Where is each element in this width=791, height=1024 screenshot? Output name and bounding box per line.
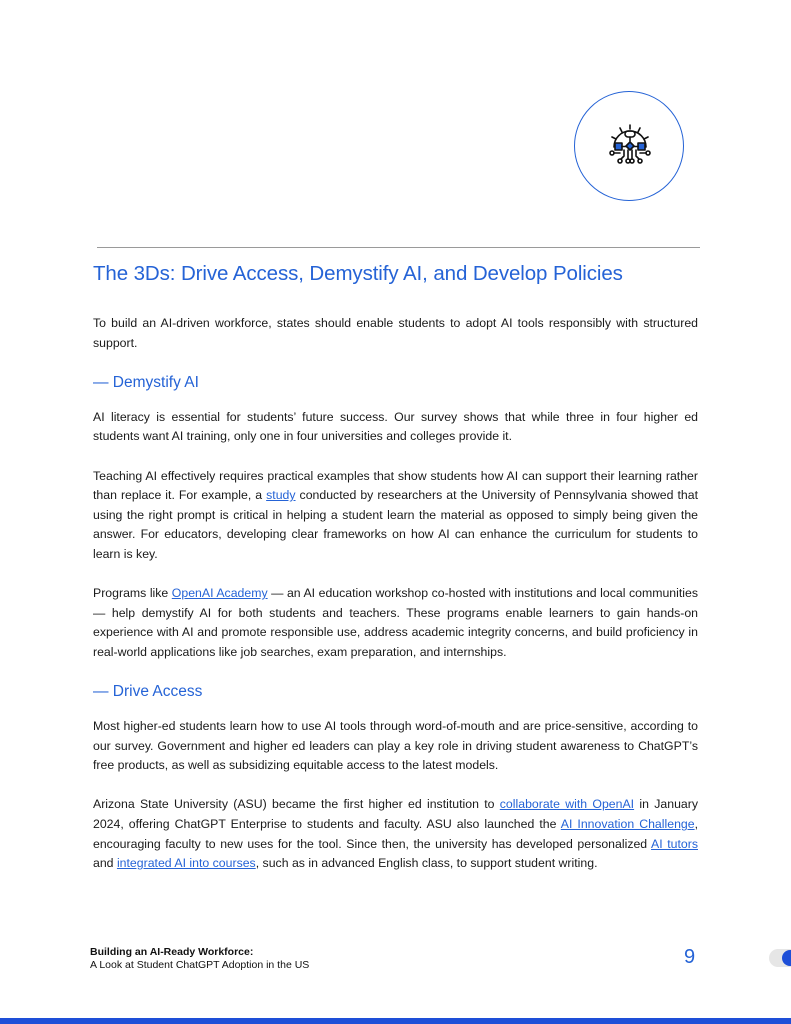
demystify-paragraph-3: Programs like OpenAI Academy — an AI education workshop co-hosted with institutions and local communities — help demystify AI for both students and teachers. These programs enable learners to gain hands-on experience with AI and promote responsible use, address academic integrity concerns, and build proficiency in real-world applications like job searches, exam preparation, and internships.: [93, 586, 698, 659]
drive-access-heading: — Drive Access: [93, 683, 203, 701]
demystify-paragraph-1: AI literacy is essential for students’ future success. Our survey shows that while three in four higher ed students want AI training, only one in four universities and colleges provide it.: [93, 409, 698, 444]
openai-academy-link[interactable]: OpenAI Academy: [171, 586, 268, 601]
demystify-paragraph-2: Teaching AI effectively requires practical examples that show students how AI can support their learning rather than replace it. For example, a study conducted by researchers at the University of Pennsylvania showed that using the right prompt is critical in helping a student learn the material as opposed to simply being given the answer. For educators, developing clear frameworks on how AI can enhance the curriculum for students to learn is key.: [93, 468, 698, 561]
collaborate-with-openai-link[interactable]: collaborate with OpenAI: [499, 797, 635, 812]
bottom-accent-bar: [0, 1018, 791, 1024]
footer-subtitle: A Look at Student ChatGPT Adoption in the US: [90, 959, 310, 971]
section-divider: [97, 247, 700, 248]
access-paragraph-2: Arizona State University (ASU) became the first higher ed institution to collaborate with OpenAI in January 2024, offering ChatGPT Enterprise to students and faculty. ASU also launched the AI Innovation Challenge, encouraging faculty to new uses for the tool. Since then, the university has developed personalized AI tutors and integrated AI into courses, such as in advanced English class, to support student writing.: [93, 797, 699, 871]
page-nav-indicator-icon[interactable]: [782, 950, 791, 966]
page-title: The 3Ds: Drive Access, Demystify AI, and Develop Policies: [93, 262, 623, 285]
access-paragraph-1: Most higher-ed students learn how to use AI tools through word-of-mouth and are price-sensitive, according to our survey. Government and higher ed leaders can play a key role in driving student awareness to ChatGPT’s free products, as well as subsidizing equitable access to the latest models.: [93, 719, 698, 773]
intro-paragraph: To build an AI-driven workforce, states should enable students to adopt AI tools responsibly with structured support.: [93, 316, 698, 350]
study-link[interactable]: study: [266, 488, 296, 503]
footer-title-bold: Building an AI-Ready Workforce:: [90, 946, 254, 958]
ai-chip-icon: [600, 117, 660, 177]
ai-innovation-challenge-link[interactable]: AI Innovation Challenge: [560, 817, 695, 832]
main-content: [93, 314, 698, 893]
ai-chip-emblem: [574, 91, 684, 201]
integrated-ai-into-courses-link[interactable]: integrated AI into courses: [116, 856, 256, 871]
demystify-heading: — Demystify AI: [93, 373, 199, 391]
ai-tutors-link[interactable]: AI tutors: [651, 836, 698, 851]
page-number: 9: [684, 946, 696, 968]
footer-document-title: [90, 946, 309, 972]
